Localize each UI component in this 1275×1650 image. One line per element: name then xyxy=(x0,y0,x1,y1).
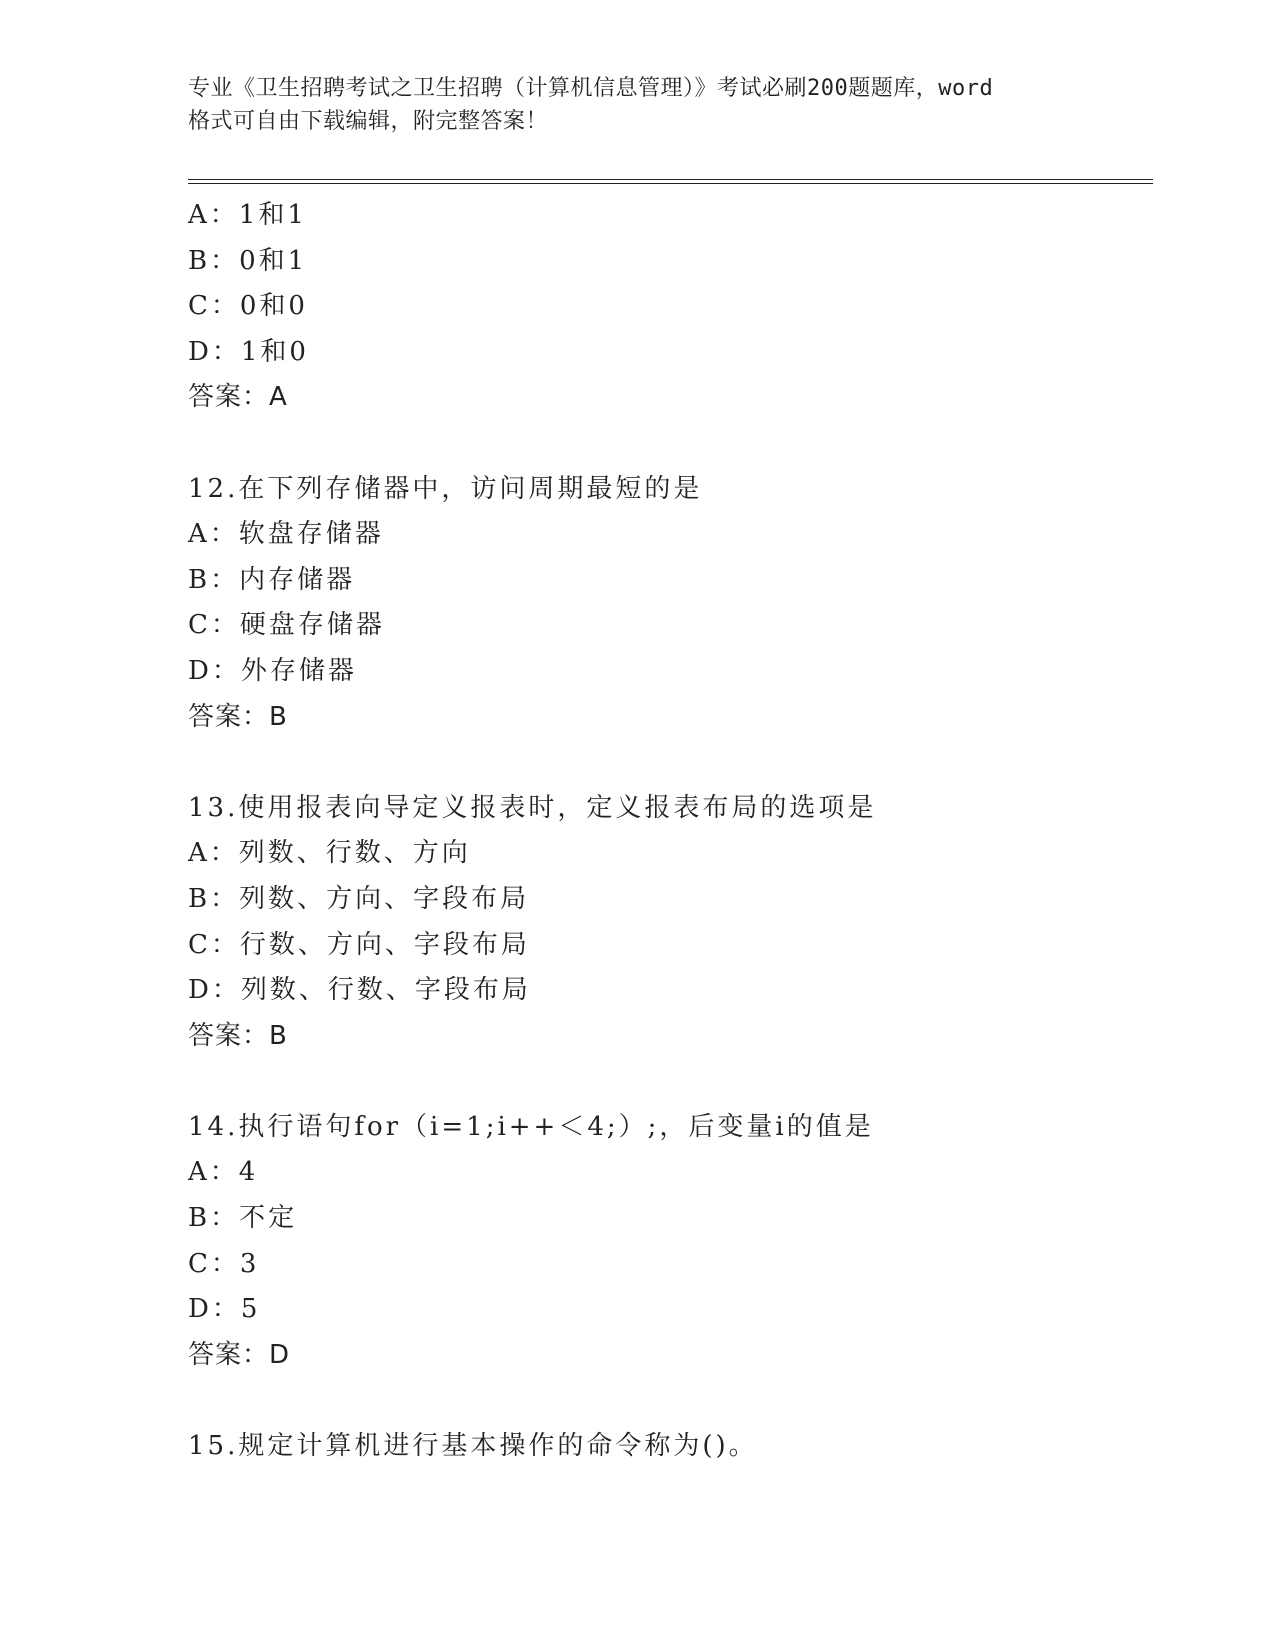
option-c: C：行数、方向、字段布局 xyxy=(188,929,530,960)
spacer xyxy=(188,1059,1148,1105)
question-block-15 xyxy=(188,1424,1148,1470)
question-block-11 xyxy=(188,193,1148,421)
header-rule-top xyxy=(188,179,1153,180)
option-d: D：列数、行数、字段布局 xyxy=(188,975,531,1006)
option-b: B：列数、方向、字段布局 xyxy=(188,883,530,914)
option-c: C：0和0 xyxy=(188,291,308,322)
option-a: A：软盘存储器 xyxy=(188,519,384,550)
spacer xyxy=(188,1378,1148,1424)
option-d: D：外存储器 xyxy=(188,655,357,686)
document-header xyxy=(188,72,1088,138)
option-a: A：1和1 xyxy=(188,200,307,230)
option-b: B：内存储器 xyxy=(188,564,356,595)
answer: 答案：B xyxy=(188,701,288,732)
answer: 答案：A xyxy=(188,382,288,413)
answer: 答案：D xyxy=(188,1339,291,1370)
option-c: C：硬盘存储器 xyxy=(188,610,385,641)
question-block-13 xyxy=(188,786,1148,1060)
question-block-14 xyxy=(188,1105,1148,1379)
answer: 答案：B xyxy=(188,1020,288,1051)
question-text: 14.执行语句for（i=1;i++＜4;）;，后变量i的值是 xyxy=(188,1111,874,1142)
question-text: 12.在下列存储器中，访问周期最短的是 xyxy=(188,473,703,504)
spacer xyxy=(188,740,1148,786)
header-line-2: 格式可自由下载编辑，附完整答案！ xyxy=(188,109,549,134)
option-c: C：3 xyxy=(188,1248,260,1279)
option-a: A：4 xyxy=(188,1157,259,1188)
option-d: D：5 xyxy=(188,1294,261,1325)
option-d: D：1和0 xyxy=(188,336,309,367)
option-a: A：列数、行数、方向 xyxy=(188,838,471,869)
question-text: 13.使用报表向导定义报表时，定义报表布局的选项是 xyxy=(188,792,877,823)
option-b: B：0和1 xyxy=(188,245,308,276)
question-list xyxy=(188,193,1148,1470)
header-rule-bottom xyxy=(188,183,1153,184)
header-line-1: 专业《卫生招聘考试之卫生招聘（计算机信息管理）》考试必刷200题题库，word xyxy=(188,76,994,101)
question-text: 15.规定计算机进行基本操作的命令称为()。 xyxy=(188,1431,758,1462)
option-b: B：不定 xyxy=(188,1203,298,1234)
spacer xyxy=(188,421,1148,467)
question-block-12 xyxy=(188,467,1148,741)
